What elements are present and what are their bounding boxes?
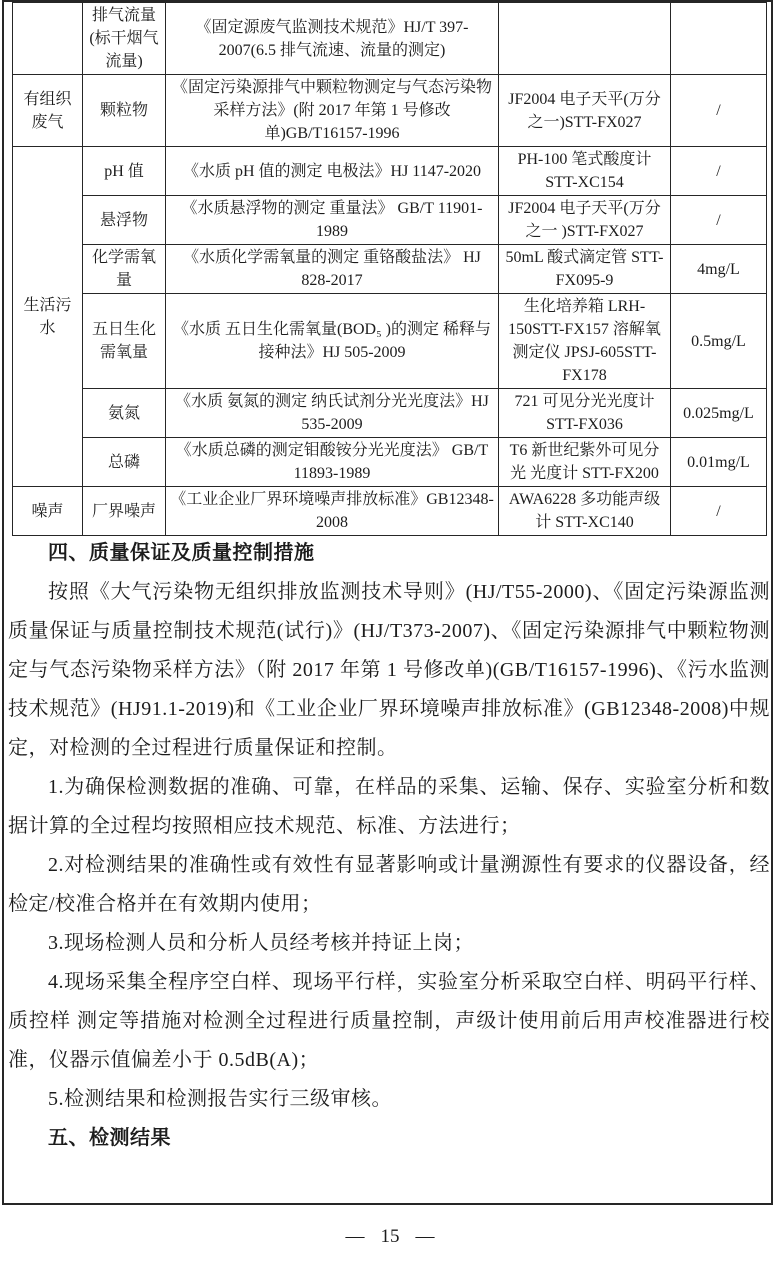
cell-instrument: JF2004 电子天平(万分之一 )STT-FX027 (499, 196, 671, 245)
footer-dash-left: — (345, 1226, 365, 1247)
cell-instrument: PH-100 笔式酸度计 STT-XC154 (499, 147, 671, 196)
qa-item-1: 1.为确保检测数据的准确、可靠，在样品的采集、运输、保存、实验室分析和数据计算的全过程均按照相应技术规范、标准、方法进行； (8, 776, 770, 837)
table-row (13, 294, 767, 389)
results-section-heading: 五、检测结果 (48, 1127, 171, 1149)
cell-instrument: AWA6228 多功能声级计 STT-XC140 (499, 487, 671, 536)
qa-intro-paragraph: 按照《大气污染物无组织排放监测技术导则》(HJ/T55-2000)、《固定污染源监测质量保证与质量控制技术规范(试行)》(HJ/T373-2007)、《固定污染源排气中颗粒物测定与气态污染物采样方法》（附 2017 年第 1 号修改单)(GB/T16157-1996)、《污水监测技术规范》(HJ91.1-2019)和《工业企业厂界环境噪声排放标准》(GB12348-2008)中规定，对检测的全过程进行质量保证和控制。 (8, 581, 770, 759)
cell-method: 《固定污染源排气中颗粒物测定与气态污染物采样方法》(附 2017 年第 1 号修改单)GB/T16157-1996 (166, 75, 499, 147)
table-row (13, 245, 767, 294)
cell-method: 《水质总磷的测定钼酸铵分光光度法》 GB/T 11893-1989 (166, 438, 499, 487)
cell-instrument: 50mL 酸式滴定管 STT-FX095-9 (499, 245, 671, 294)
table-row (13, 196, 767, 245)
qa-item-2: 2.对检测结果的准确性或有效性有显著影响或计量溯源性有要求的仪器设备，经检定/校准合格并在有效期内使用； (8, 854, 770, 915)
cell-limit: / (671, 75, 767, 147)
footer-dash-right: — (415, 1226, 435, 1247)
cell-item: 颗粒物 (83, 75, 166, 147)
cell-method: 《固定源废气监测技术规范》HJ/T 397-2007(6.5 排气流速、流量的测定) (166, 3, 499, 75)
table-row (13, 147, 767, 196)
footer-page-number: 15 (380, 1226, 400, 1247)
cell-limit: / (671, 147, 767, 196)
cell-instrument (499, 3, 671, 75)
cell-limit (671, 3, 767, 75)
cell-item: 化学需氧量 (83, 245, 166, 294)
cell-category: 生活污水 (13, 147, 83, 487)
cell-instrument: T6 新世纪紫外可见分光 光度计 STT-FX200 (499, 438, 671, 487)
cell-instrument: 生化培养箱 LRH-150STT-FX157 溶解氧测定仪 JPSJ-605STT-FX178 (499, 294, 671, 389)
table-row (13, 438, 767, 487)
cell-item: 悬浮物 (83, 196, 166, 245)
body-text (8, 534, 770, 1158)
cell-category: 有组织废气 (13, 75, 83, 147)
cell-limit: / (671, 196, 767, 245)
cell-limit: / (671, 487, 767, 536)
table-row (13, 487, 767, 536)
cell-method: 《水质 pH 值的测定 电极法》HJ 1147-2020 (166, 147, 499, 196)
qa-item-5: 5.检测结果和检测报告实行三级审核。 (48, 1088, 392, 1110)
cell-category: 噪声 (13, 487, 83, 536)
cell-item: 总磷 (83, 438, 166, 487)
qa-item-3: 3.现场检测人员和分析人员经考核并持证上岗； (48, 932, 474, 954)
cell-limit: 0.025mg/L (671, 389, 767, 438)
monitoring-methods-table (12, 2, 767, 536)
cell-method: 《工业企业厂界环境噪声排放标准》GB12348-2008 (166, 487, 499, 536)
cell-limit: 4mg/L (671, 245, 767, 294)
table-row (13, 3, 767, 75)
qa-section-heading: 四、质量保证及质量控制措施 (48, 542, 315, 564)
cell-item: 五日生化需氧量 (83, 294, 166, 389)
cell-item: 氨氮 (83, 389, 166, 438)
cell-method: 《水质 氨氮的测定 纳氏试剂分光光度法》HJ 535-2009 (166, 389, 499, 438)
cell-item: pH 值 (83, 147, 166, 196)
cell-limit: 0.5mg/L (671, 294, 767, 389)
cell-limit: 0.01mg/L (671, 438, 767, 487)
table-row (13, 389, 767, 438)
cell-item: 排气流量(标干烟气流量) (83, 3, 166, 75)
cell-method: 《水质悬浮物的测定 重量法》 GB/T 11901-1989 (166, 196, 499, 245)
qa-item-4: 4.现场采集全程序空白样、现场平行样，实验室分析采取空白样、明码平行样、质控样 测定等措施对检测全过程进行质量控制，声级计使用前后用声校准器进行校准，仪器示值偏差小于 0.5dB(A)； (8, 971, 770, 1071)
cell-method: 《水质化学需氧量的测定 重铬酸盐法》 HJ 828-2017 (166, 245, 499, 294)
cell-category (13, 3, 83, 75)
table-row (13, 75, 767, 147)
cell-instrument: JF2004 电子天平(万分之一)STT-FX027 (499, 75, 671, 147)
page-footer (0, 1226, 780, 1248)
cell-method: 《水质 五日生化需氧量(BOD₅ )的测定 稀释与接种法》HJ 505-2009 (166, 294, 499, 389)
cell-instrument: 721 可见分光光度计 STT-FX036 (499, 389, 671, 438)
cell-item: 厂界噪声 (83, 487, 166, 536)
